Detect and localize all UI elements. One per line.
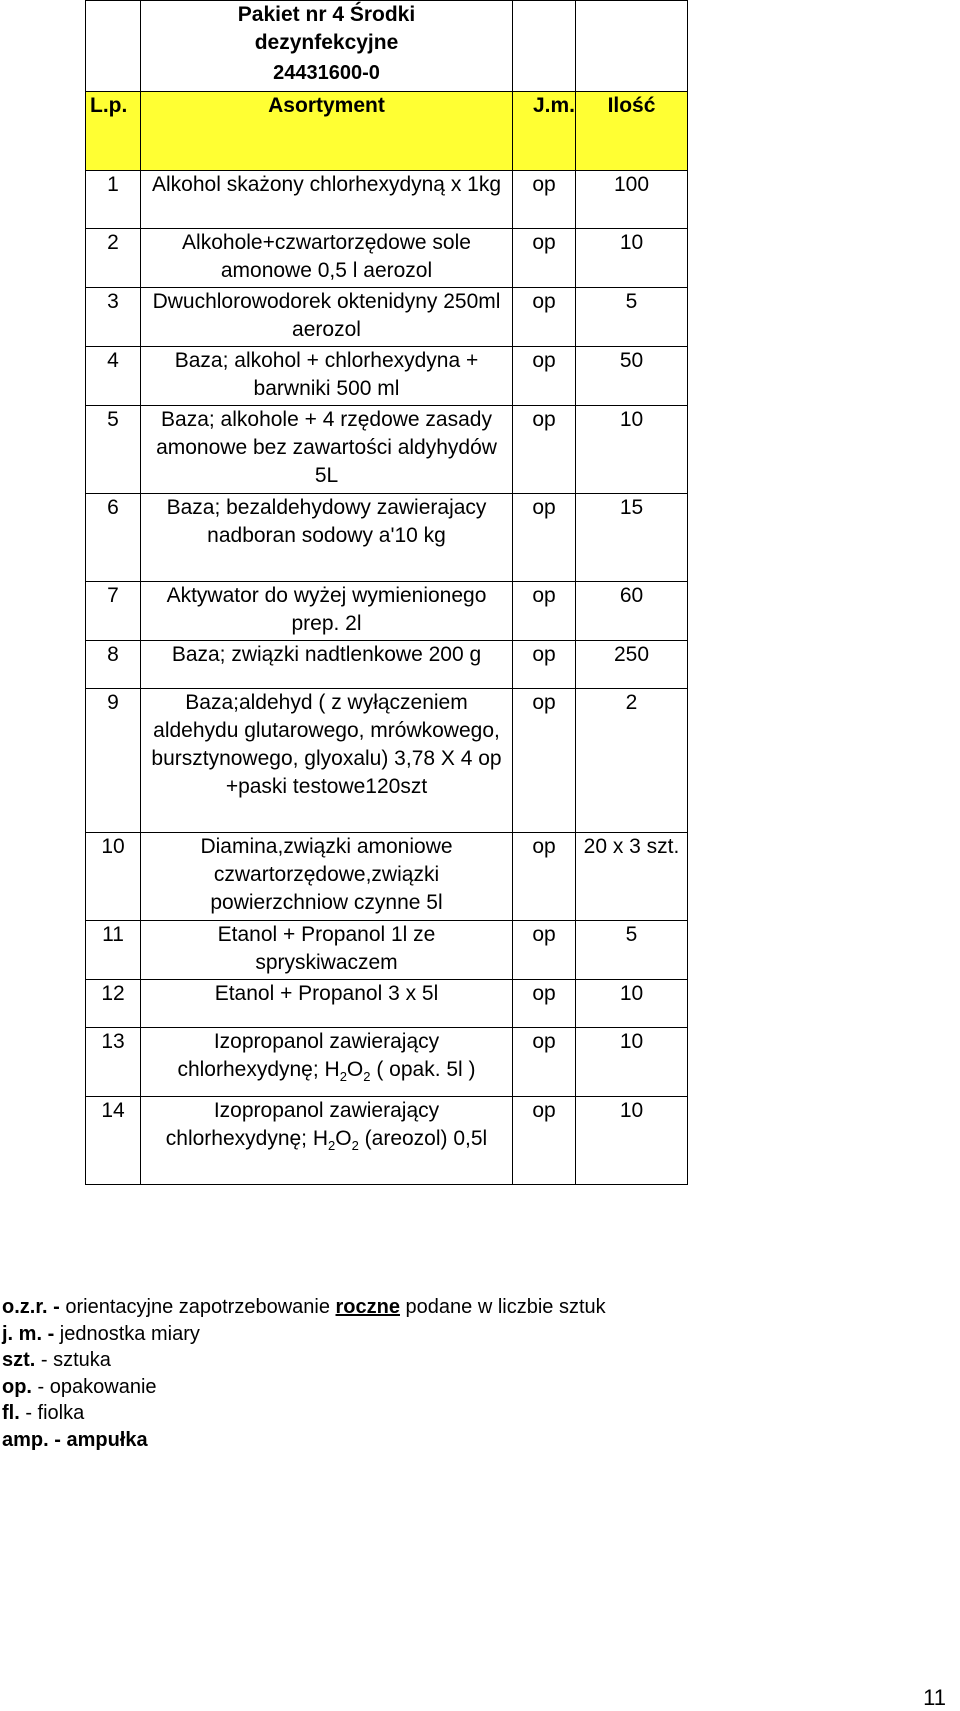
row-number: 12 (86, 980, 141, 1028)
row-unit: op (513, 641, 576, 689)
title-empty-cell (576, 1, 688, 92)
subscript: 2 (363, 1069, 371, 1085)
legend-term: fl. (2, 1402, 20, 1424)
row-product-name: Diamina,związki amoniowe czwartorzędowe,związki powierzchniow czynne 5l (141, 833, 513, 921)
row-unit: op (513, 582, 576, 641)
table-row (86, 980, 688, 1028)
row-quantity: 60 (576, 582, 688, 641)
table-row (86, 171, 688, 229)
legend-term: szt. (2, 1349, 36, 1371)
table-row (86, 347, 688, 406)
legend-text: - opakowanie (32, 1375, 157, 1398)
row-number: 11 (86, 921, 141, 980)
row-unit: op (513, 288, 576, 347)
name-part: ( opak. 5l ) (370, 1058, 476, 1081)
row-product-name: Baza;aldehyd ( z wyłączeniem aldehydu glutarowego, mrówkowego, bursztynowego, glyoxalu) 3,78 X 4 op +paski testowe120szt (141, 689, 513, 833)
row-number: 2 (86, 229, 141, 288)
legend-text: podane w liczbie sztuk (399, 1296, 606, 1318)
table-row (86, 1028, 688, 1097)
row-quantity: 5 (576, 288, 688, 347)
row-product-name: Alkohol skażony chlorhexydyną x 1kg (141, 171, 513, 229)
header-row (86, 92, 688, 171)
row-quantity: 50 (576, 347, 688, 406)
legend-text: jednostka miary (59, 1322, 200, 1345)
subscript: 2 (328, 1138, 336, 1154)
legend-line (2, 1400, 606, 1427)
table-row (86, 1097, 688, 1185)
header-unit: J.m. (513, 92, 576, 171)
row-product-name: Dwuchlorowodorek oktenidyny 250ml aerozol (141, 288, 513, 347)
table-row (86, 288, 688, 347)
row-number: 5 (86, 406, 141, 494)
name-part: O (346, 1058, 364, 1081)
name-part: Izopropanol zawierający chlorhexydynę; H (177, 1030, 440, 1081)
subscript: 2 (339, 1069, 347, 1085)
row-unit: op (513, 406, 576, 494)
title-empty-cell (513, 1, 576, 92)
legend-line (2, 1321, 606, 1348)
row-quantity: 10 (576, 406, 688, 494)
row-quantity: 10 (576, 229, 688, 288)
package-code: 24431600-0 (273, 62, 380, 84)
row-unit: op (513, 494, 576, 582)
row-product-name: Baza; alkohole + 4 rzędowe zasady amonowe bez zawartości aldyhydów 5L (141, 406, 513, 494)
table-row (86, 229, 688, 288)
package-title-row (86, 1, 688, 92)
table-row (86, 689, 688, 833)
header-name: Asortyment (141, 92, 513, 171)
header-lp: L.p. (86, 92, 141, 171)
abbreviations-legend (2, 1294, 606, 1453)
legend-term: j. m. - (2, 1322, 60, 1345)
row-product-name (141, 1097, 513, 1185)
legend-line: amp. - ampułka (2, 1428, 148, 1451)
row-product-name: Baza; bezaldehydowy zawierajacy nadboran sodowy a'10 kg (141, 494, 513, 582)
assortment-table (85, 0, 688, 1185)
row-number: 7 (86, 582, 141, 641)
row-unit: op (513, 921, 576, 980)
row-unit: op (513, 833, 576, 921)
row-number: 9 (86, 689, 141, 833)
legend-line (2, 1374, 606, 1401)
table-row (86, 641, 688, 689)
row-number: 3 (86, 288, 141, 347)
row-quantity: 10 (576, 980, 688, 1028)
legend-term: op. (2, 1375, 32, 1398)
package-title-line1: Pakiet nr 4 Środki (237, 3, 416, 26)
legend-line (2, 1347, 606, 1374)
row-unit: op (513, 1028, 576, 1097)
row-product-name: Etanol + Propanol 3 x 5l (141, 980, 513, 1028)
package-title (141, 1, 513, 92)
row-number: 10 (86, 833, 141, 921)
row-number: 6 (86, 494, 141, 582)
row-product-name (141, 1028, 513, 1097)
table-row (86, 406, 688, 494)
legend-text: - fiolka (19, 1402, 85, 1424)
row-quantity: 250 (576, 641, 688, 689)
row-unit: op (513, 171, 576, 229)
legend-text: orientacyjne zapotrzebowanie (65, 1296, 336, 1318)
row-quantity: 2 (576, 689, 688, 833)
row-unit: op (513, 980, 576, 1028)
package-title-line2: dezynfekcyjne (254, 31, 399, 54)
row-number: 1 (86, 171, 141, 229)
row-product-name: Baza; alkohol + chlorhexydyna + barwniki 500 ml (141, 347, 513, 406)
header-quantity: Ilość (576, 92, 688, 171)
row-number: 8 (86, 641, 141, 689)
table-row (86, 833, 688, 921)
row-product-name: Etanol + Propanol 1l ze spryskiwaczem (141, 921, 513, 980)
row-number: 4 (86, 347, 141, 406)
row-quantity: 20 x 3 szt. (576, 833, 688, 921)
table-row (86, 582, 688, 641)
row-quantity: 10 (576, 1028, 688, 1097)
page-number: 11 (923, 1685, 946, 1710)
name-part: O (335, 1127, 352, 1150)
row-unit: op (513, 347, 576, 406)
legend-term: o.z.r. - (2, 1296, 66, 1318)
row-unit: op (513, 1097, 576, 1185)
row-quantity: 15 (576, 494, 688, 582)
table-row (86, 921, 688, 980)
subscript: 2 (351, 1138, 359, 1154)
row-unit: op (513, 689, 576, 833)
row-product-name: Aktywator do wyżej wymienionego prep. 2l (141, 582, 513, 641)
row-product-name: Baza; związki nadtlenkowe 200 g (141, 641, 513, 689)
row-number: 14 (86, 1097, 141, 1185)
table-row (86, 494, 688, 582)
legend-text: - sztuka (35, 1349, 111, 1371)
legend-line (2, 1294, 606, 1321)
row-product-name: Alkohole+czwartorzędowe sole amonowe 0,5 l aerozol (141, 229, 513, 288)
row-quantity: 10 (576, 1097, 688, 1185)
legend-emphasis: roczne (335, 1296, 400, 1318)
name-part: Izopropanol zawierający chlorhexydynę; H (165, 1099, 440, 1150)
title-empty-cell (86, 1, 141, 92)
name-part: (areozol) 0,5l (358, 1127, 488, 1150)
row-quantity: 100 (576, 171, 688, 229)
row-number: 13 (86, 1028, 141, 1097)
row-quantity: 5 (576, 921, 688, 980)
row-unit: op (513, 229, 576, 288)
